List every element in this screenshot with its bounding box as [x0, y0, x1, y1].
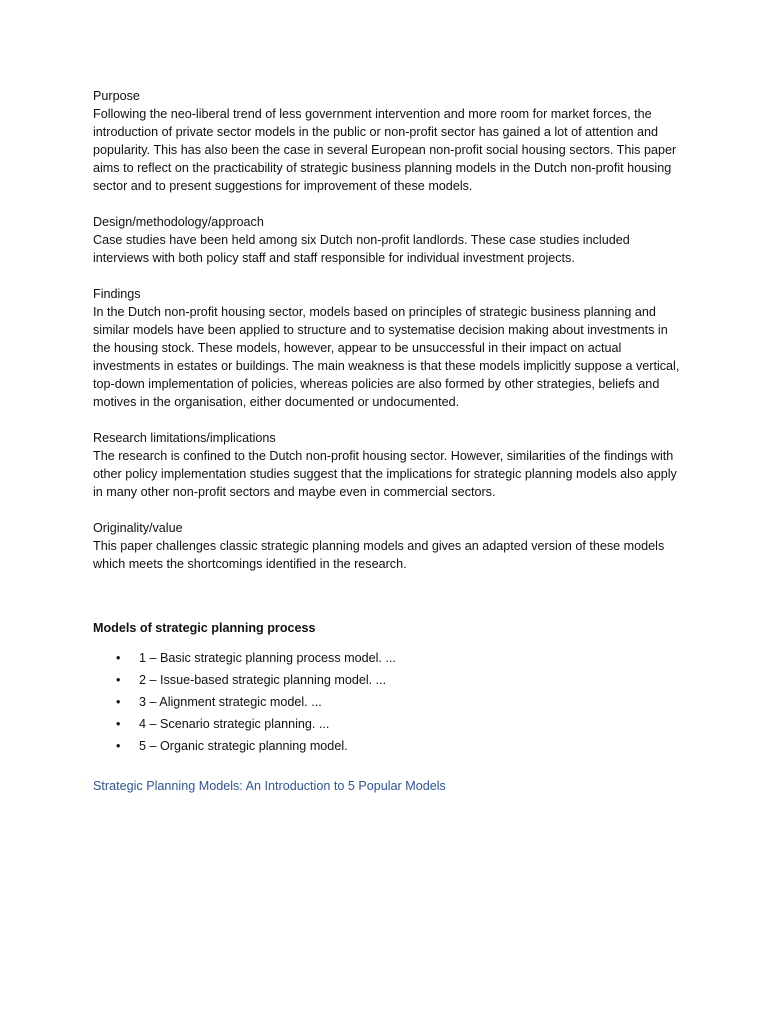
section-heading: Purpose	[93, 89, 140, 103]
section-heading: Design/methodology/approach	[93, 215, 264, 229]
models-section	[93, 619, 683, 795]
bullet-icon: •	[116, 651, 121, 665]
section-body: In the Dutch non-profit housing sector, models based on principles of strategic business planning and similar models have been applied to structure and to systematise decision making about investments in the housing stock. These models, however, appear to be unsuccessful in their impact on actual investments in estates or buildings. The main weakness is that these models implicitly suppose a vertical, top-down implementation of policies, whereas policies are also formed by other strategies, beliefs and motives in the organisation, either documented or undocumented.	[93, 305, 680, 409]
section-body: Case studies have been held among six Dutch non-profit landlords. These case studies included interviews with both policy staff and staff responsible for individual investment projects.	[93, 233, 630, 265]
bullet-icon: •	[116, 717, 121, 731]
section-purpose	[93, 87, 683, 195]
section-body: The research is confined to the Dutch non-profit housing sector. However, similarities of the findings with other policy implementation studies suggest that the implications for strategic planning models also apply in many other non-profit sectors and maybe even in commercial sectors.	[93, 449, 677, 499]
document-page	[93, 87, 683, 795]
strategic-planning-models-link[interactable]: Strategic Planning Models: An Introduction to 5 Popular Models	[93, 779, 446, 793]
list-item-text: 5 – Organic strategic planning model.	[139, 739, 348, 753]
section-heading: Findings	[93, 287, 141, 301]
list-item	[93, 647, 683, 669]
section-body: Following the neo-liberal trend of less government intervention and more room for market forces, the introduction of private sector models in the public or non-profit sector has gained a lot of attention and popularity. This has also been the case in several European non-profit social housing sectors. This paper aims to reflect on the practicability of strategic business planning models in the Dutch non-profit housing sector and to present suggestions for improvement of these models.	[93, 107, 677, 193]
section-research-limitations	[93, 429, 683, 501]
list-item	[93, 669, 683, 691]
section-findings	[93, 285, 683, 411]
section-design-methodology-approach	[93, 213, 683, 267]
list-item-text: 3 – Alignment strategic model. ...	[139, 695, 322, 709]
section-body: This paper challenges classic strategic planning models and gives an adapted version of these models which meets the shortcomings identified in the research.	[93, 539, 665, 571]
list-item-text: 1 – Basic strategic planning process model. ...	[139, 651, 396, 665]
bullet-icon: •	[116, 739, 121, 753]
list-item	[93, 691, 683, 713]
list-item-text: 4 – Scenario strategic planning. ...	[139, 717, 330, 731]
bullet-icon: •	[116, 695, 121, 709]
list-item-text: 2 – Issue-based strategic planning model. ...	[139, 673, 387, 687]
section-heading: Research limitations/implications	[93, 431, 276, 445]
list-item	[93, 713, 683, 735]
bullet-icon: •	[116, 673, 121, 687]
section-originality-value	[93, 519, 683, 573]
list-item	[93, 735, 683, 757]
section-heading: Originality/value	[93, 521, 183, 535]
models-title: Models of strategic planning process	[93, 621, 316, 635]
models-list	[93, 647, 683, 757]
